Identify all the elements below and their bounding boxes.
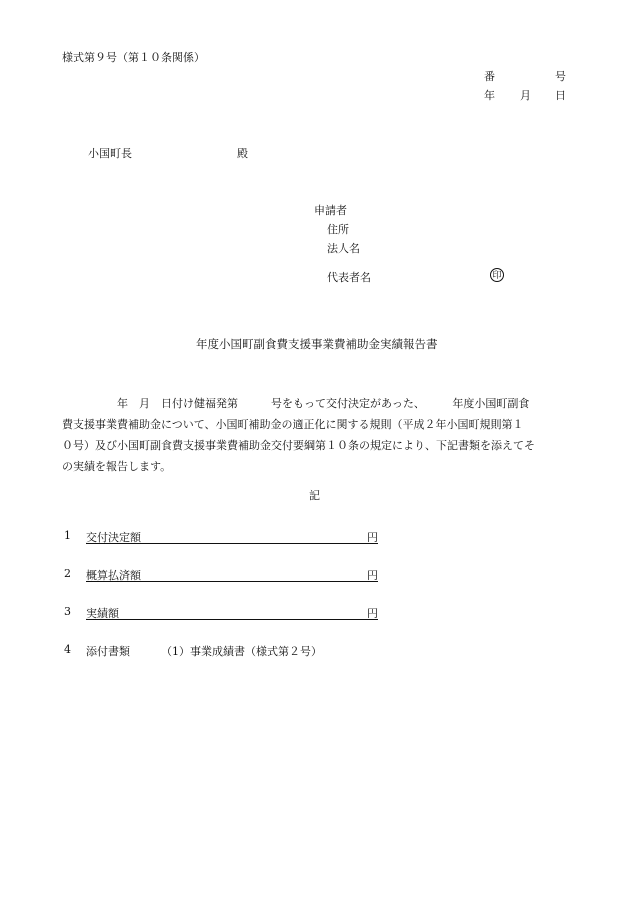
item-number: 3 xyxy=(64,605,71,618)
form-number: 様式第９号（第１０条関係） xyxy=(62,51,205,64)
item-label: 概算払済額 xyxy=(86,569,141,582)
item-underline-field xyxy=(86,567,378,582)
corporation-name-label: 法人名 xyxy=(327,242,360,255)
item-unit: 円 xyxy=(367,531,378,544)
attachment-label: 添付書類 xyxy=(86,645,130,658)
year-label: 年 xyxy=(484,89,495,102)
item-unit: 円 xyxy=(367,607,378,620)
document-title: 年度小国町副食費支援事業費補助金実績報告書 xyxy=(196,337,438,351)
item-label: 交付決定額 xyxy=(86,531,141,544)
body-line: ０号）及び小国町副食費支援事業費補助金交付要綱第１０条の規定により、下記書類を添えてそ xyxy=(62,439,535,452)
item-number: 4 xyxy=(64,643,71,656)
item-underline-field xyxy=(86,529,378,544)
addressee-honorific: 殿 xyxy=(237,147,248,160)
addressee-name: 小国町長 xyxy=(88,147,132,160)
ki-heading: 記 xyxy=(309,489,320,502)
item-number: 2 xyxy=(64,567,71,580)
item-label: 実績額 xyxy=(86,607,119,620)
item-underline-field xyxy=(86,605,378,620)
representative-name-label: 代表者名 xyxy=(327,271,371,284)
item-unit: 円 xyxy=(367,569,378,582)
item-number: 1 xyxy=(64,529,71,542)
month-label: 月 xyxy=(520,89,531,102)
body-line: 年 月 日付け健福発第 号をもって交付決定があった、 年度小国町副食 xyxy=(62,397,530,410)
address-label: 住所 xyxy=(327,223,349,236)
go-label: 号 xyxy=(555,70,566,83)
day-label: 日 xyxy=(555,89,566,102)
applicant-title: 申請者 xyxy=(314,204,347,217)
ban-label: 番 xyxy=(484,70,495,83)
body-paragraph xyxy=(62,393,568,477)
attachment-value: （1）事業成績書（様式第２号） xyxy=(161,645,322,658)
seal-mark: 印 xyxy=(490,268,504,282)
body-line: 費支援事業費補助金について、小国町補助金の適正化に関する規則（平成２年小国町規則第１ xyxy=(62,418,524,431)
body-line: の実績を報告します。 xyxy=(62,460,172,473)
